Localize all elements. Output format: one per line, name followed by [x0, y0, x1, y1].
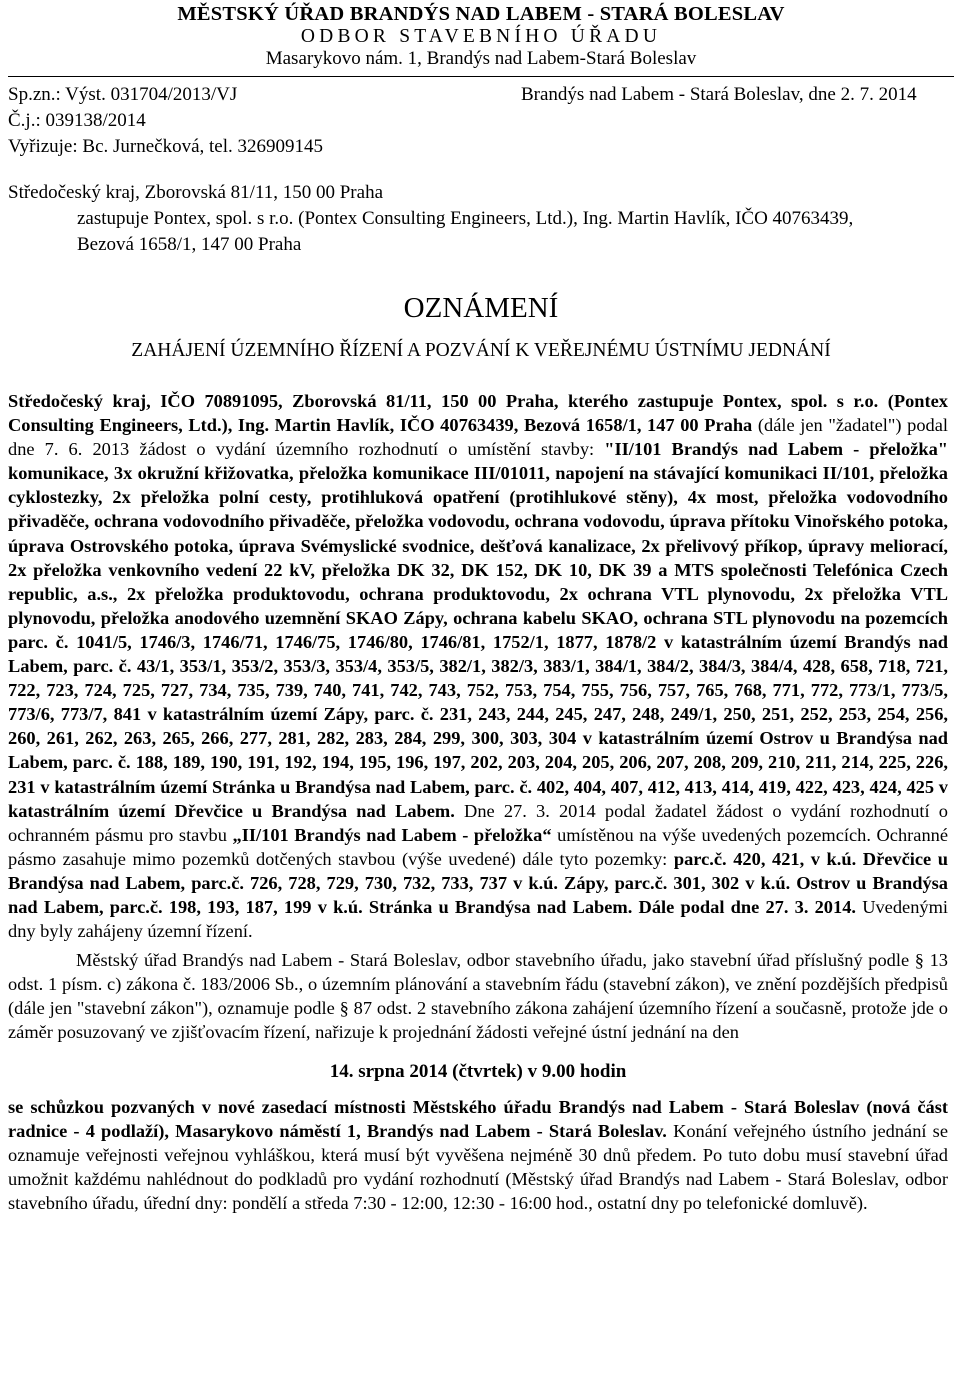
meeting-date: 14. srpna 2014 (čtvrtek) v 9.00 hodin [329, 1060, 627, 1082]
document-subtitle: ZAHÁJENÍ ÚZEMNÍHO ŘÍZENÍ A POZVÁNÍ K VEŘEJNÉMU ÚSTNÍMU JEDNÁNÍ [131, 340, 831, 361]
addressee-line-2: zastupuje Pontex, spol. s r.o. (Pontex Consulting Engineers, Ltd.), Ing. Martin Havlík, IČO 40763439, [77, 208, 854, 229]
document-title: OZNÁMENÍ [403, 292, 559, 324]
department-name: ODBOR STAVEBNÍHO ÚŘADU [300, 26, 662, 47]
reference-number: Č.j.: 039138/2014 [8, 110, 146, 131]
document-body [8, 389, 954, 1215]
letterhead [8, 0, 954, 70]
paragraph-meeting: se schůzkou pozvaných v nové zasedací místnosti Městského úřadu Brandýs nad Labem - Stará Boleslav (nová část radnice - 4 podlaží), Masarykovo náměstí 1, Brandýs nad Labem - Stará Boleslav. Konání veřejného ústního jednání se oznamuje veřejnosti veřejnou vyhláškou, která musí být vyvěšena nejméně 30 dnů předem. Po tuto dobu musí stavební úřad umožnit každému nahlédnout do podkladů pro vydání rozhodnutí (Městský úřad Brandýs nad Labem - Stará Boleslav, odbor stavebního úřadu, úřední dny: pondělí a středa 7:30 - 12:00, 12:30 - 16:00 hod., ostatní dny po telefonické domluvě). [8, 1096, 948, 1213]
paragraph-application: Středočeský kraj, IČO 70891095, Zborovská 81/11, 150 00 Praha, kterého zastupuje Pontex, spol. s r.o. (Pontex Consulting Engineers, Ltd.), Ing. Martin Havlík, IČO 40763439, Bezová 1658/1, 147 00 Praha (dále jen "žadatel") podal dne 7. 6. 2013 žádost o vydání územního rozhodnutí o umístění stavby: "II/101 Brandýs nad Labem - přeložka" komunikace, 3x okružní křižovatka, přeložka komunikace III/01011, napojení na stávající komunikaci II/101, přeložka cyklostezky, 2x přeložka polní cesty, protihluková opatření (protihlukové stěny), 4x most, přeložka vodovodního přivaděče, ochrana vodovodního přivaděče, přeložka vodovodu, ochrana vodovodu, úprava přítoku Vinořského potoka, úprava Ostrovského potoka, úprava Svémyslické svodnice, dešťová kanalizace, 2x přelivový příkop, úpravy meliorací, 2x přeložka venkovního vedení 22 kV, přeložka DK 32, DK 152, DK 10, DK 39 a MTS společnosti Telefónica Czech republic, a.s., 2x přeložka produktovodu, ochrana produktovodu, 2x ochrana VTL plynovodu, 2x přeložka VTL plynovodu, přeložka anodového uzemnění SKAO Zápy, ochrana kabelu SKAO, ochrana STL plynovodu na pozemcích parc. č. 1041/5, 1746/3, 1746/71, 1746/75, 1746/80, 1746/81, 1752/1, 1877, 1878/2 v katastrálním území Brandýs nad Labem, parc. č. 43/1, 353/1, 353/2, 353/3, 353/4, 353/5, 382/1, 382/3, 383/1, 384/1, 384/2, 384/3, 384/4, 428, 658, 718, 721, 722, 723, 724, 725, 727, 734, 735, 739, 740, 741, 742, 743, 752, 753, 754, 755, 756, 757, 765, 768, 771, 772, 773/1, 773/5, 773/6, 773/7, 841 v katastrálním území Zápy, parc. č. 231, 243, 244, 245, 247, 248, 249/1, 250, 251, 252, 253, 254, 256, 260, 261, 262, 263, 265, 266, 277, 281, 282, 283, 284, 299, 300, 303, 304 v katastrálním území Ostrov u Brandýsa nad Labem, parc. č. 188, 189, 190, 191, 192, 194, 195, 196, 197, 202, 203, 204, 205, 206, 207, 208, 209, 210, 211, 214, 225, 226, 231 v katastrálním území Stránka u Brandýsa nad Labem, parc. č. 402, 404, 407, 412, 413, 414, 419, 422, 423, 424, 425 v katastrálním území Dřevčice u Brandýsa nad Labem. Dne 27. 3. 2014 podal žadatel žádost o vydání rozhodnutí o ochranném pásmu pro stavbu „II/101 Brandýs nad Labem - přeložka“ umístěnou na výše uvedených pozemcích. Ochranné pásmo zasahuje mimo pozemků dotčených stavbou (výše uvedené) dále tyto pozemky: parc.č. 420, 421, v k.ú. Dřevčice u Brandýsa nad Labem, parc.č. 726, 728, 729, 730, 732, 733, 737 v k.ú. Zápy, parc.č. 301, 302 v k.ú. Ostrov u Brandýsa nad Labem, parc.č. 198, 193, 187, 199 v k.ú. Stránka u Brandýsa nad Labem. Dále podal dne 27. 3. 2014. Uvedenými dny byly zahájeny územní řízení. [8, 391, 949, 942]
reference-block [8, 82, 954, 160]
office-name: MĚSTSKÝ ÚŘAD BRANDÝS NAD LABEM - STARÁ BOLESLAV [177, 3, 785, 25]
header-divider [8, 76, 954, 77]
office-address: Masarykovo nám. 1, Brandýs nad Labem-Stará Boleslav [265, 48, 697, 69]
addressee-line-1: Středočeský kraj, Zborovská 81/11, 150 00 Praha [8, 182, 383, 203]
addressee-line-3: Bezová 1658/1, 147 00 Praha [77, 234, 302, 255]
place-and-date: Brandýs nad Labem - Stará Boleslav, dne 2. 7. 2014 [521, 84, 917, 105]
file-number: Sp.zn.: Výst. 031704/2013/VJ [8, 84, 238, 105]
handled-by: Vyřizuje: Bc. Jurnečková, tel. 326909145 [8, 136, 324, 157]
addressee-block [8, 180, 954, 258]
paragraph-authority: Městský úřad Brandýs nad Labem - Stará Boleslav, odbor stavebního úřadu, jako stavební úřad příslušný podle § 13 odst. 1 písm. c) zákona č. 183/2006 Sb., o územním plánování a stavebním řádu (stavební zákon), ve znění pozdějších předpisů (dále jen "stavební zákon"), oznamuje podle § 87 odst. 2 stavebního zákona zahájení územního řízení a současně, protože jde o záměr posuzovaný ve zjišťovacím řízení, nařizuje k projednání žádosti veřejné ústní jednání na den [8, 950, 948, 1043]
